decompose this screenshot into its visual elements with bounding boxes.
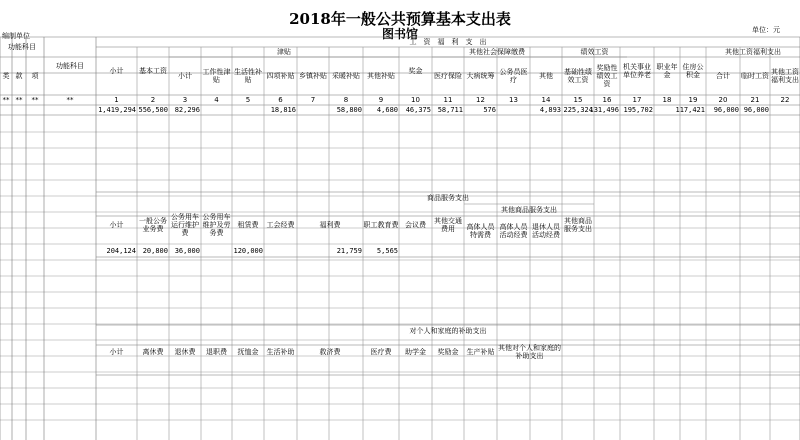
col-number: 18 [662,96,672,104]
subsidy-header-medical: 医疗费 [370,347,392,356]
data-cell: 1,419,294 [98,106,136,114]
other-goods-header: 其他商品服务支出 [501,206,557,214]
data-cell: 556,500 [138,106,168,114]
subsidy-header-production: 生产补贴 [466,347,495,356]
subsidy-header-living: 生活补助 [266,347,295,356]
subtotal-header: 小计 [109,67,124,75]
category-header: 类 [2,72,10,80]
col-number: 21 [750,96,760,104]
goods-header-senior_needs: 高体人员特需费 [466,222,495,239]
col-number: 12 [476,96,485,104]
base-salary-header: 基本工资 [139,67,167,75]
goods-data-cell [432,245,464,257]
subsidy-header-resign: 退休费 [174,347,196,356]
goods-header-rent: 租赁费 [237,220,259,229]
col-number: 11 [443,96,453,104]
goods-data-cell: 5,565 [376,247,398,255]
currency-unit-label: 单位：元 [752,26,780,34]
perf-salary-header: 绩效工资 [580,48,609,56]
goods-header-car_run: 公务用车运行维护费 [171,212,199,237]
goods-data-cell [264,245,297,257]
salary-welfare-header: 工 资 福 利 支 出 [409,38,487,46]
subsidy-header-other: 其他对个人和家庭的补助支出 [498,343,561,360]
header-civil_medical: 公务员医疗 [499,68,528,84]
col-number: 19 [688,96,698,104]
report-title: 2018年一般公共预算基本支出表 [289,10,511,28]
goods-header-traffic: 其他交通费用 [434,216,462,233]
col-number: 10 [411,96,420,104]
col-number: 22 [780,96,790,104]
data-cell: 117,421 [675,106,705,114]
subsidy-header-reward: 奖励金 [437,347,459,356]
col-number: 1 [114,96,119,104]
subsidy-header-leave: 退职费 [206,347,227,356]
data-cell [497,105,530,115]
col-number: 9 [378,96,384,104]
col-number: 4 [214,96,219,104]
annuity-header: 职业年金 [656,63,678,79]
goods-services-header: 商品服务支出 [427,194,469,202]
perf-basic-header: 基础性绩效工资 [564,68,592,84]
report-subtitle: 图书馆 [381,27,418,41]
goods-data-cell [530,245,562,257]
col-number: 17 [632,96,642,104]
data-cell: 131,496 [589,106,619,114]
family-subsidy-header: 对个人和家庭的补助支出 [409,327,487,335]
goods-data-cell: 120,000 [233,247,263,255]
col-number: 14 [541,96,551,104]
goods-header-welfare: 福利费 [319,220,341,229]
func-subject-header: 功能科目 [8,43,36,51]
goods-data-cell: 36,000 [174,247,200,255]
goods-header-retire_activity: 退休人员活动经费 [532,222,560,239]
col-number: ** [31,96,39,104]
goods-header-general: 一般公务业务费 [139,216,167,233]
col-number: 5 [245,96,251,104]
col-number: 2 [150,96,156,104]
data-cell: 4,680 [376,106,398,114]
data-cell: 18,816 [270,106,296,114]
social-security-header: 其他社会保障缴费 [469,48,525,56]
goods-header-union: 工会经费 [266,220,295,229]
housing-fund-header: 住房公积金 [682,63,704,79]
ow-temp-header: 临时工资 [741,72,769,80]
header-work_allow: 工作性津贴 [202,68,231,84]
data-cell: 225,324 [563,106,593,114]
perf-reward-header: 奖励性绩效工资 [596,64,618,88]
goods-data-cell [497,245,530,257]
header-serious_ill: 大病统筹 [466,72,495,80]
col-number: 16 [602,96,612,104]
subsidy-header-pension: 抚恤金 [237,347,259,356]
allowance-header: 津贴 [277,48,291,56]
data-cell: 4,893 [539,106,561,114]
col-number: 13 [509,96,518,104]
header-warm_allow: 采暖补贴 [332,72,360,80]
col-number: 20 [718,96,728,104]
header-medical: 医疗保险 [434,72,462,80]
header-sidu_allow: 四项补贴 [266,72,295,80]
data-cell [232,105,264,115]
header-town_allow: 乡镇补贴 [299,72,327,80]
goods-header-meeting: 会议费 [405,220,426,229]
header-social_other: 其他 [539,72,553,80]
subsidy-header-scholarship: 助学金 [405,347,426,356]
goods-header-subtotal: 小计 [109,220,124,229]
other-welfare-header: 其他工资福利支出 [725,48,781,56]
subsidy-header-relief: 救济费 [319,347,341,356]
xiang-header: 项 [31,72,39,80]
goods-data-cell: 204,124 [106,247,136,255]
header-other_allow: 其他补贴 [367,72,395,80]
data-cell: 96,000 [743,106,769,114]
col-number: ** [15,96,23,104]
data-cell: 58,800 [336,106,362,114]
goods-data-cell: 21,759 [336,247,362,255]
col-number: 6 [278,96,283,104]
data-cell [297,105,329,115]
goods-data-cell: 20,800 [142,247,168,255]
kuan-header: 款 [15,72,23,80]
goods-data-cell [562,245,594,257]
goods-header-other-service: 其他商品服务支出 [564,216,592,233]
data-cell: 96,000 [713,106,739,114]
goods-data-cell [399,245,432,257]
subsidy-header-retire: 离休费 [142,347,164,356]
goods-header-senior_activity: 高体人员活动经费 [499,222,528,239]
col-number: ** [2,96,10,104]
goods-header-education: 职工教育费 [363,220,399,229]
ow-total-header: 合计 [716,72,730,80]
col-number: ** [66,96,74,104]
data-cell: 195,702 [623,106,653,114]
func-name-header: 功能科目 [56,62,84,70]
data-cell: 82,296 [174,106,200,114]
header-living_allow: 生活性补贴 [234,68,262,84]
goods-data-cell [464,245,497,257]
col-number: 15 [573,96,583,104]
col-number: 7 [310,96,316,104]
goods-data-cell [201,245,232,257]
col-number: 8 [343,96,349,104]
data-cell [770,105,800,115]
col-number: 3 [182,96,188,104]
data-cell: 58,711 [437,106,463,114]
ow-other-header: 其他工资福利支出 [771,68,799,84]
header-allow_subtotal: 小计 [178,72,192,80]
data-cell [201,105,232,115]
pension-header: 机关事业单位养老 [623,63,651,79]
compiling-unit-label: 编制单位 [2,32,30,40]
subsidy-header-subtotal: 小计 [109,347,124,356]
data-cell: 576 [483,106,496,114]
bonus-header: 奖金 [408,67,423,75]
goods-header-car_maint: 公务用车维护及劳务费 [202,212,231,237]
data-cell: 46,375 [405,106,431,114]
